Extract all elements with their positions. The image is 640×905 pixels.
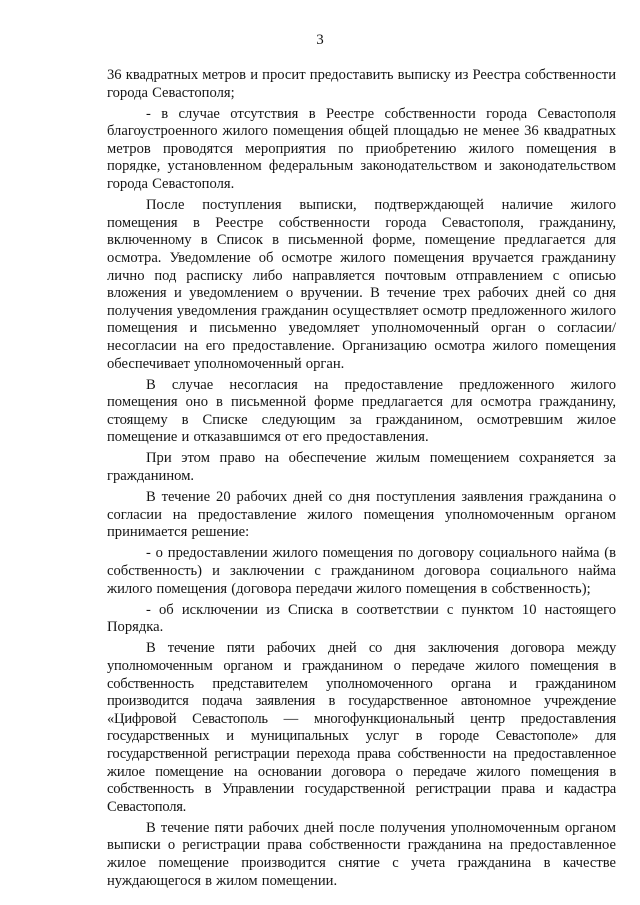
paragraph-continuation: 36 квадратных метров и просит предоставить выписку из Реестра собственности города Севастополя;	[107, 67, 616, 101]
paragraph-disagreement: В случае несогласия на предоставление предложенного жилого помещения оно в письменной форме предлагается для осмотра гражданину, стоящему в Списке следующим за гражданином, осмотревшим жилое помещение и отказавшимся от его предоставления.	[107, 376, 616, 446]
paragraph-bullet-purchase: - в случае отсутствия в Реестре собственности города Севастополя благоустроенного жилого помещения общей площадью не менее 36 квадратных метров проводятся мероприятия по приобретению жилого помещения в порядке, установленном федеральным законодательством и законодательством города Севастополя.	[107, 105, 616, 193]
paragraph-bullet-exclusion: - об исключении из Списка в соответствии с пунктом 10 настоящего Порядка.	[107, 601, 616, 636]
paragraph-registration: В течение пяти рабочих дней со дня заключения договора между уполномоченным органом и гражданином о передаче жилого помещения в собственность представителем уполномоченного органа и гражданином производится подача заявления в государственное автономное учреждение «Цифровой Севастополь — многофункциональный центр предоставления государственных и муниципальных услуг в городе Севастополе» для государственной регистрации перехода права собственности на предоставленное жилое помещение на основании договора о передаче жилого помещения в собственность в Управлении государственной регистрации права и кадастра Севастополя.	[107, 640, 616, 815]
paragraph-bullet-provision: - о предоставлении жилого помещения по договору социального найма (в собственность) и заключении с гражданином договора социального найма жилого помещения (договора передачи жилого помещения в собственность);	[107, 545, 616, 597]
paragraph-inspection: После поступления выписки, подтверждающей наличие жилого помещения в Реестре собственности города Севастополя, гражданину, включенному в Список в письменной форме, помещение предлагается для осмотра. Уведомление об осмотре жилого помещения вручается гражданину лично под расписку либо направляется почтовым отправлением с описью вложения и уведомлением о вручении. В течение трех рабочих дней со дня получения уведомления гражданин осуществляет осмотр предложенного жилого помещения и письменно уведомляет уполномоченный орган о согласии/несогласии на его предоставление. Организацию осмотра жилого помещения обеспечивает уполномоченный орган.	[107, 197, 616, 372]
document-body	[107, 67, 616, 894]
page-number: 3	[316, 32, 324, 48]
paragraph-right-retained: При этом право на обеспечение жилым помещением сохраняется за гражданином.	[107, 450, 616, 485]
paragraph-decision: В течение 20 рабочих дней со дня поступления заявления гражданина о согласии на предоставление жилого помещения уполномоченным органом принимается решение:	[107, 489, 616, 541]
paragraph-deregistration: В течение пяти рабочих дней после получения уполномоченным органом выписки о регистрации права собственности гражданина на предоставленное жилое помещение производится снятие с учета гражданина в качестве нуждающегося в жилом помещении.	[107, 819, 616, 889]
